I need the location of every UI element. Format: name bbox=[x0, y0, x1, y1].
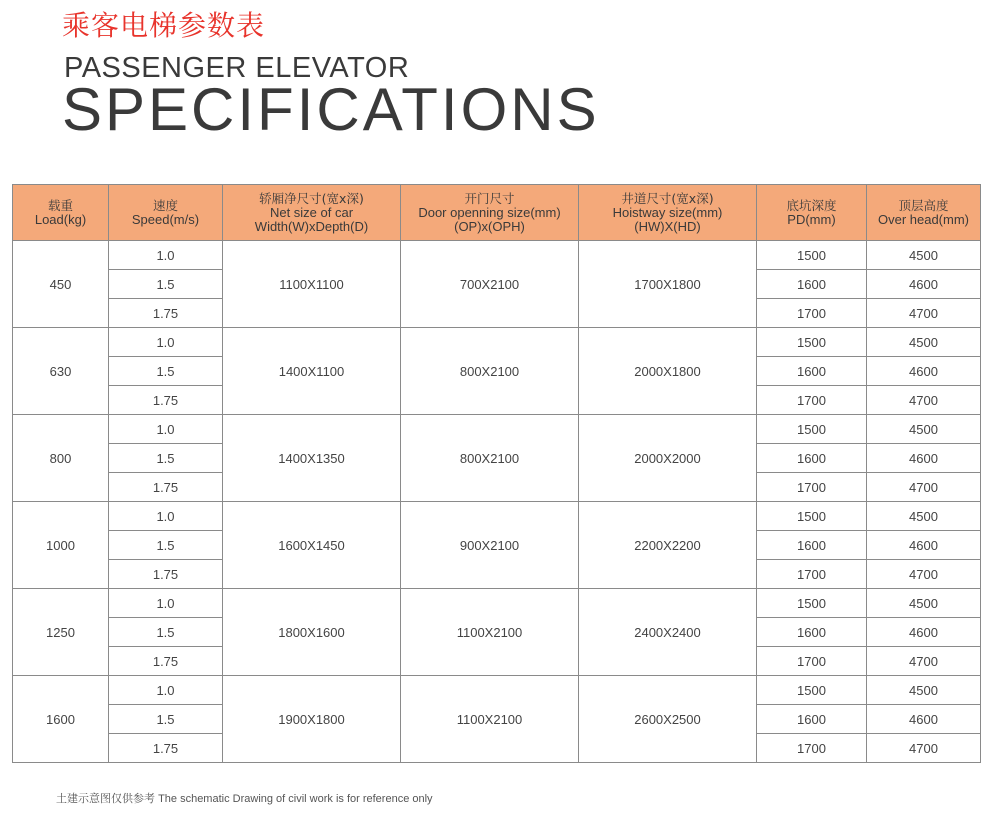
spec-table bbox=[12, 184, 981, 763]
header-label-en: Speed(m/s) bbox=[131, 211, 200, 227]
header-car-size bbox=[223, 185, 401, 241]
cell-hoistway-size: 1700X1800 bbox=[579, 241, 757, 328]
header-label-cn: 轿厢净尺寸(宽x深) bbox=[259, 190, 364, 206]
cell-pit-depth: 1500 bbox=[757, 328, 867, 357]
cell-pit-depth: 1700 bbox=[757, 299, 867, 328]
cell-overhead: 4600 bbox=[867, 618, 981, 647]
cell-speed: 1.0 bbox=[109, 676, 223, 705]
header-label-en: Net size of car bbox=[269, 204, 354, 220]
cell-overhead: 4600 bbox=[867, 705, 981, 734]
cell-hoistway-size: 2200X2200 bbox=[579, 502, 757, 589]
cell-overhead: 4700 bbox=[867, 473, 981, 502]
cell-load: 450 bbox=[13, 241, 109, 328]
spec-table-body bbox=[13, 241, 981, 763]
cell-speed: 1.0 bbox=[109, 415, 223, 444]
page-title-line1: PASSENGER ELEVATOR bbox=[64, 52, 410, 84]
cell-speed: 1.75 bbox=[109, 647, 223, 676]
header-label-en: Width(W)xDepth(D) bbox=[254, 218, 369, 234]
cell-hoistway-size: 2600X2500 bbox=[579, 676, 757, 763]
cell-hoistway-size: 2000X1800 bbox=[579, 328, 757, 415]
cell-overhead: 4600 bbox=[867, 357, 981, 386]
table-row bbox=[13, 415, 981, 444]
cell-pit-depth: 1700 bbox=[757, 647, 867, 676]
cell-pit-depth: 1700 bbox=[757, 386, 867, 415]
cell-overhead: 4700 bbox=[867, 299, 981, 328]
cell-pit-depth: 1500 bbox=[757, 241, 867, 270]
cell-overhead: 4700 bbox=[867, 647, 981, 676]
cell-car-size: 1600X1450 bbox=[223, 502, 401, 589]
cell-speed: 1.5 bbox=[109, 270, 223, 299]
header-pit-depth bbox=[757, 185, 867, 241]
page-title-line2: SPECIFICATIONS bbox=[62, 76, 600, 143]
cell-speed: 1.0 bbox=[109, 502, 223, 531]
cell-hoistway-size: 2000X2000 bbox=[579, 415, 757, 502]
cell-pit-depth: 1500 bbox=[757, 502, 867, 531]
cell-load: 1000 bbox=[13, 502, 109, 589]
table-row bbox=[13, 589, 981, 618]
footnote-en: The schematic Drawing of civil work is for reference only bbox=[158, 793, 433, 805]
cell-speed: 1.75 bbox=[109, 299, 223, 328]
header-speed bbox=[109, 185, 223, 241]
cell-speed: 1.0 bbox=[109, 328, 223, 357]
header-label-en: Door openning size(mm) bbox=[418, 204, 561, 220]
header-label-en: (HW)X(HD) bbox=[634, 218, 701, 234]
cell-overhead: 4700 bbox=[867, 560, 981, 589]
header-label-cn: 底坑深度 bbox=[786, 197, 837, 213]
cell-overhead: 4600 bbox=[867, 270, 981, 299]
header-label-cn: 顶层高度 bbox=[898, 197, 949, 213]
header-row bbox=[13, 185, 981, 241]
cell-car-size: 1400X1350 bbox=[223, 415, 401, 502]
cell-pit-depth: 1600 bbox=[757, 357, 867, 386]
table-row bbox=[13, 676, 981, 705]
cell-pit-depth: 1600 bbox=[757, 618, 867, 647]
cell-overhead: 4600 bbox=[867, 531, 981, 560]
cell-door-size: 800X2100 bbox=[401, 328, 579, 415]
cell-overhead: 4600 bbox=[867, 444, 981, 473]
cell-speed: 1.5 bbox=[109, 705, 223, 734]
cell-speed: 1.75 bbox=[109, 560, 223, 589]
cell-overhead: 4500 bbox=[867, 328, 981, 357]
cell-pit-depth: 1600 bbox=[757, 531, 867, 560]
cell-door-size: 800X2100 bbox=[401, 415, 579, 502]
cell-speed: 1.0 bbox=[109, 589, 223, 618]
cell-pit-depth: 1500 bbox=[757, 415, 867, 444]
header-label-en: Hoistway size(mm) bbox=[612, 204, 723, 220]
header-label-cn: 井道尺寸(宽x深) bbox=[621, 190, 714, 206]
cell-pit-depth: 1700 bbox=[757, 560, 867, 589]
table-row bbox=[13, 241, 981, 270]
cell-speed: 1.75 bbox=[109, 473, 223, 502]
footnote bbox=[56, 790, 433, 806]
cell-speed: 1.75 bbox=[109, 734, 223, 763]
cell-door-size: 1100X2100 bbox=[401, 589, 579, 676]
cell-pit-depth: 1700 bbox=[757, 473, 867, 502]
cell-speed: 1.5 bbox=[109, 531, 223, 560]
header-label-cn: 开门尺寸 bbox=[464, 190, 515, 206]
cell-load: 1600 bbox=[13, 676, 109, 763]
header-door-size bbox=[401, 185, 579, 241]
cell-speed: 1.5 bbox=[109, 357, 223, 386]
cell-load: 630 bbox=[13, 328, 109, 415]
cell-car-size: 1100X1100 bbox=[223, 241, 401, 328]
header-overhead bbox=[867, 185, 981, 241]
cell-car-size: 1400X1100 bbox=[223, 328, 401, 415]
cell-overhead: 4500 bbox=[867, 589, 981, 618]
cell-speed: 1.5 bbox=[109, 618, 223, 647]
header-label-cn: 速度 bbox=[152, 197, 178, 213]
header-label-en: Load(kg) bbox=[34, 211, 87, 227]
table-row bbox=[13, 502, 981, 531]
cell-door-size: 700X2100 bbox=[401, 241, 579, 328]
cell-overhead: 4700 bbox=[867, 734, 981, 763]
cell-overhead: 4500 bbox=[867, 241, 981, 270]
cell-pit-depth: 1500 bbox=[757, 676, 867, 705]
cell-overhead: 4500 bbox=[867, 502, 981, 531]
page-title-chinese: 乘客电梯参数表 bbox=[62, 9, 266, 42]
header-label-cn: 载重 bbox=[47, 197, 73, 213]
cell-door-size: 900X2100 bbox=[401, 502, 579, 589]
cell-overhead: 4500 bbox=[867, 415, 981, 444]
footnote-cn: 土建示意图仅供参考 bbox=[56, 792, 155, 805]
header-label-en: PD(mm) bbox=[787, 211, 836, 227]
table-row bbox=[13, 328, 981, 357]
cell-car-size: 1800X1600 bbox=[223, 589, 401, 676]
cell-pit-depth: 1600 bbox=[757, 270, 867, 299]
cell-speed: 1.5 bbox=[109, 444, 223, 473]
cell-load: 800 bbox=[13, 415, 109, 502]
cell-pit-depth: 1700 bbox=[757, 734, 867, 763]
cell-pit-depth: 1600 bbox=[757, 705, 867, 734]
cell-pit-depth: 1500 bbox=[757, 589, 867, 618]
cell-door-size: 1100X2100 bbox=[401, 676, 579, 763]
header-label-en: Over head(mm) bbox=[877, 211, 970, 227]
cell-load: 1250 bbox=[13, 589, 109, 676]
cell-pit-depth: 1600 bbox=[757, 444, 867, 473]
cell-hoistway-size: 2400X2400 bbox=[579, 589, 757, 676]
cell-overhead: 4700 bbox=[867, 386, 981, 415]
cell-overhead: 4500 bbox=[867, 676, 981, 705]
cell-car-size: 1900X1800 bbox=[223, 676, 401, 763]
header-label-en: (OP)x(OPH) bbox=[454, 218, 525, 234]
header-load bbox=[13, 185, 109, 241]
header-hoistway-size bbox=[579, 185, 757, 241]
cell-speed: 1.0 bbox=[109, 241, 223, 270]
cell-speed: 1.75 bbox=[109, 386, 223, 415]
